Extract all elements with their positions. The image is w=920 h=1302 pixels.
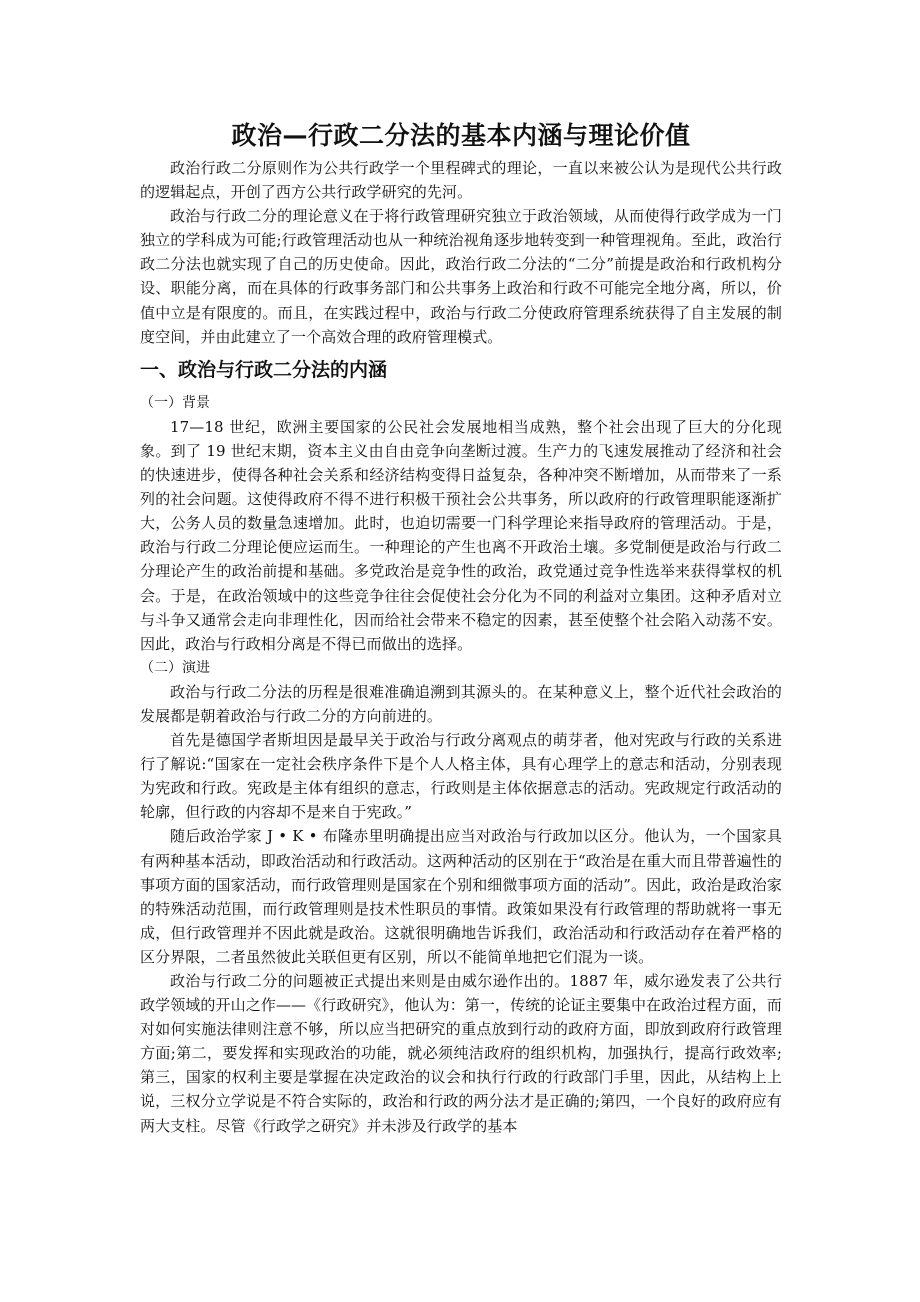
evolution-paragraph-4: 政治与行政二分的问题被正式提出来则是由威尔逊作出的。1887 年，威尔逊发表了公共行政学领域的开山之作——《行政研究》，他认为：第一，传统的论证主要集中在政治过程方面，而对如何实施法律则注意不够，所以应当把研究的重点放到行动的政府方面，即放到政府行政管理方面;第二，要发挥和实现政治的功能，就必须纯洁政府的组织机构，加强执行，提高行政效率;第三，国家的权利主要是掌握在决定政治的议会和执行行政的行政部门手里，因此，从结构上上说，三权分立学说是不符合实际的，政治和行政的两分法才是正确的;第四，一个良好的政府应有两大支柱。尽管《行政学之研究》并未涉及行政学的基本 xyxy=(140,972,782,1135)
section-heading: 一、政治与行政二分法的内涵 xyxy=(140,358,388,381)
document-title: 政治—行政二分法的基本内涵与理论价值 xyxy=(231,121,691,150)
intro-paragraph-1: 政治行政二分原则作为公共行政学一个里程碑式的理论，一直以来被公认为是现代公共行政的逻辑起点，开创了西方公共行政学研究的先河。 xyxy=(140,159,782,202)
evolution-paragraph-1: 政治与行政二分法的历程是很难准确追溯到其源头的。在某种意义上，整个近代社会政治的发展都是朝着政治与行政二分的方向前进的。 xyxy=(140,682,782,725)
background-paragraph: 17—18 世纪，欧洲主要国家的公民社会发展地相当成熟，整个社会出现了巨大的分化现象。到了 19 世纪末期，资本主义由自由竞争向垄断过渡。生产力的飞速发展推动了经济和社会的快速进步，使得各种社会关系和经济结构变得日益复杂，各种冲突不断增加，从而带来了一系列的社会问题。这使得政府不得不进行积极干预社会公共事务，所以政府的行政管理职能逐渐扩大，公务人员的数量急速增加。此时，也迫切需要一门科学理论来指导政府的管理活动。于是，政治与行政二分理论便应运而生。一种理论的产生也离不开政治土壤。多党制便是政治与行政二分理论产生的政治前提和基础。多党政治是竞争性的政治，政党通过竞争性选举来获得掌权的机会。于是，在政治领域中的这些竞争往往会促使社会分化为不同的利益对立集团。这种矛盾对立与斗争又通常会走向非理性化，因而给社会带来不稳定的因素，甚至使整个社会陷入动荡不安。因此，政治与行政相分离是不得已而做出的选择。 xyxy=(140,417,782,653)
evolution-paragraph-2: 首先是德国学者斯坦因是最早关于政治与行政分离观点的萌芽者，他对宪政与行政的关系进行了解说:“国家在一定社会秩序条件下是个人人格主体，具有心理学上的意志和活动，分别表现为宪政和行政。宪政是主体有组织的意志，行政则是主体依据意志的活动。宪政规定行政活动的轮廓，但行政的内容却不是来自于宪政。” xyxy=(140,731,782,822)
evolution-paragraph-3: 随后政治学家 J • K • 布隆赤里明确提出应当对政治与行政加以区分。他认为，一个国家具有两种基本活动，即政治活动和行政活动。这两种活动的区别在于“政治是在重大而且带普遍性的事项方面的国家活动，而行政管理则是国家在个别和细微事项方面的活动”。因此，政治是政治家的特殊活动范围，而行政管理则是技术性职员的事情。政策如果没有行政管理的帮助就将一事无成，但行政管理并不因此就是政治。这就很明确地告诉我们，政治活动和行政活动存在着严格的区分界限，二者虽然彼此关联但更有区别，所以不能简单地把它们混为一谈。 xyxy=(140,827,782,966)
document-body xyxy=(140,116,782,1138)
subsection-heading-background: （一）背景 xyxy=(140,394,210,411)
intro-paragraph-2: 政治与行政二分的理论意义在于将行政管理研究独立于政治领域，从而使得行政学成为一门独立的学科成为可能;行政管理活动也从一种统治视角逐步地转变到一种管理视角。至此，政治行政二分法也就实现了自己的历史使命。因此，政治行政二分法的“二分”前提是政治和行政机构分设、职能分离，而在具体的行政事务部门和公共事务上政治和行政不可能完全地分离，所以，价值中立是有限度的。而且，在实践过程中，政治与行政二分使政府管理系统获得了自主发展的制度空间，并由此建立了一个高效合理的政府管理模式。 xyxy=(140,207,782,346)
subsection-heading-evolution: （二）演进 xyxy=(140,659,210,676)
